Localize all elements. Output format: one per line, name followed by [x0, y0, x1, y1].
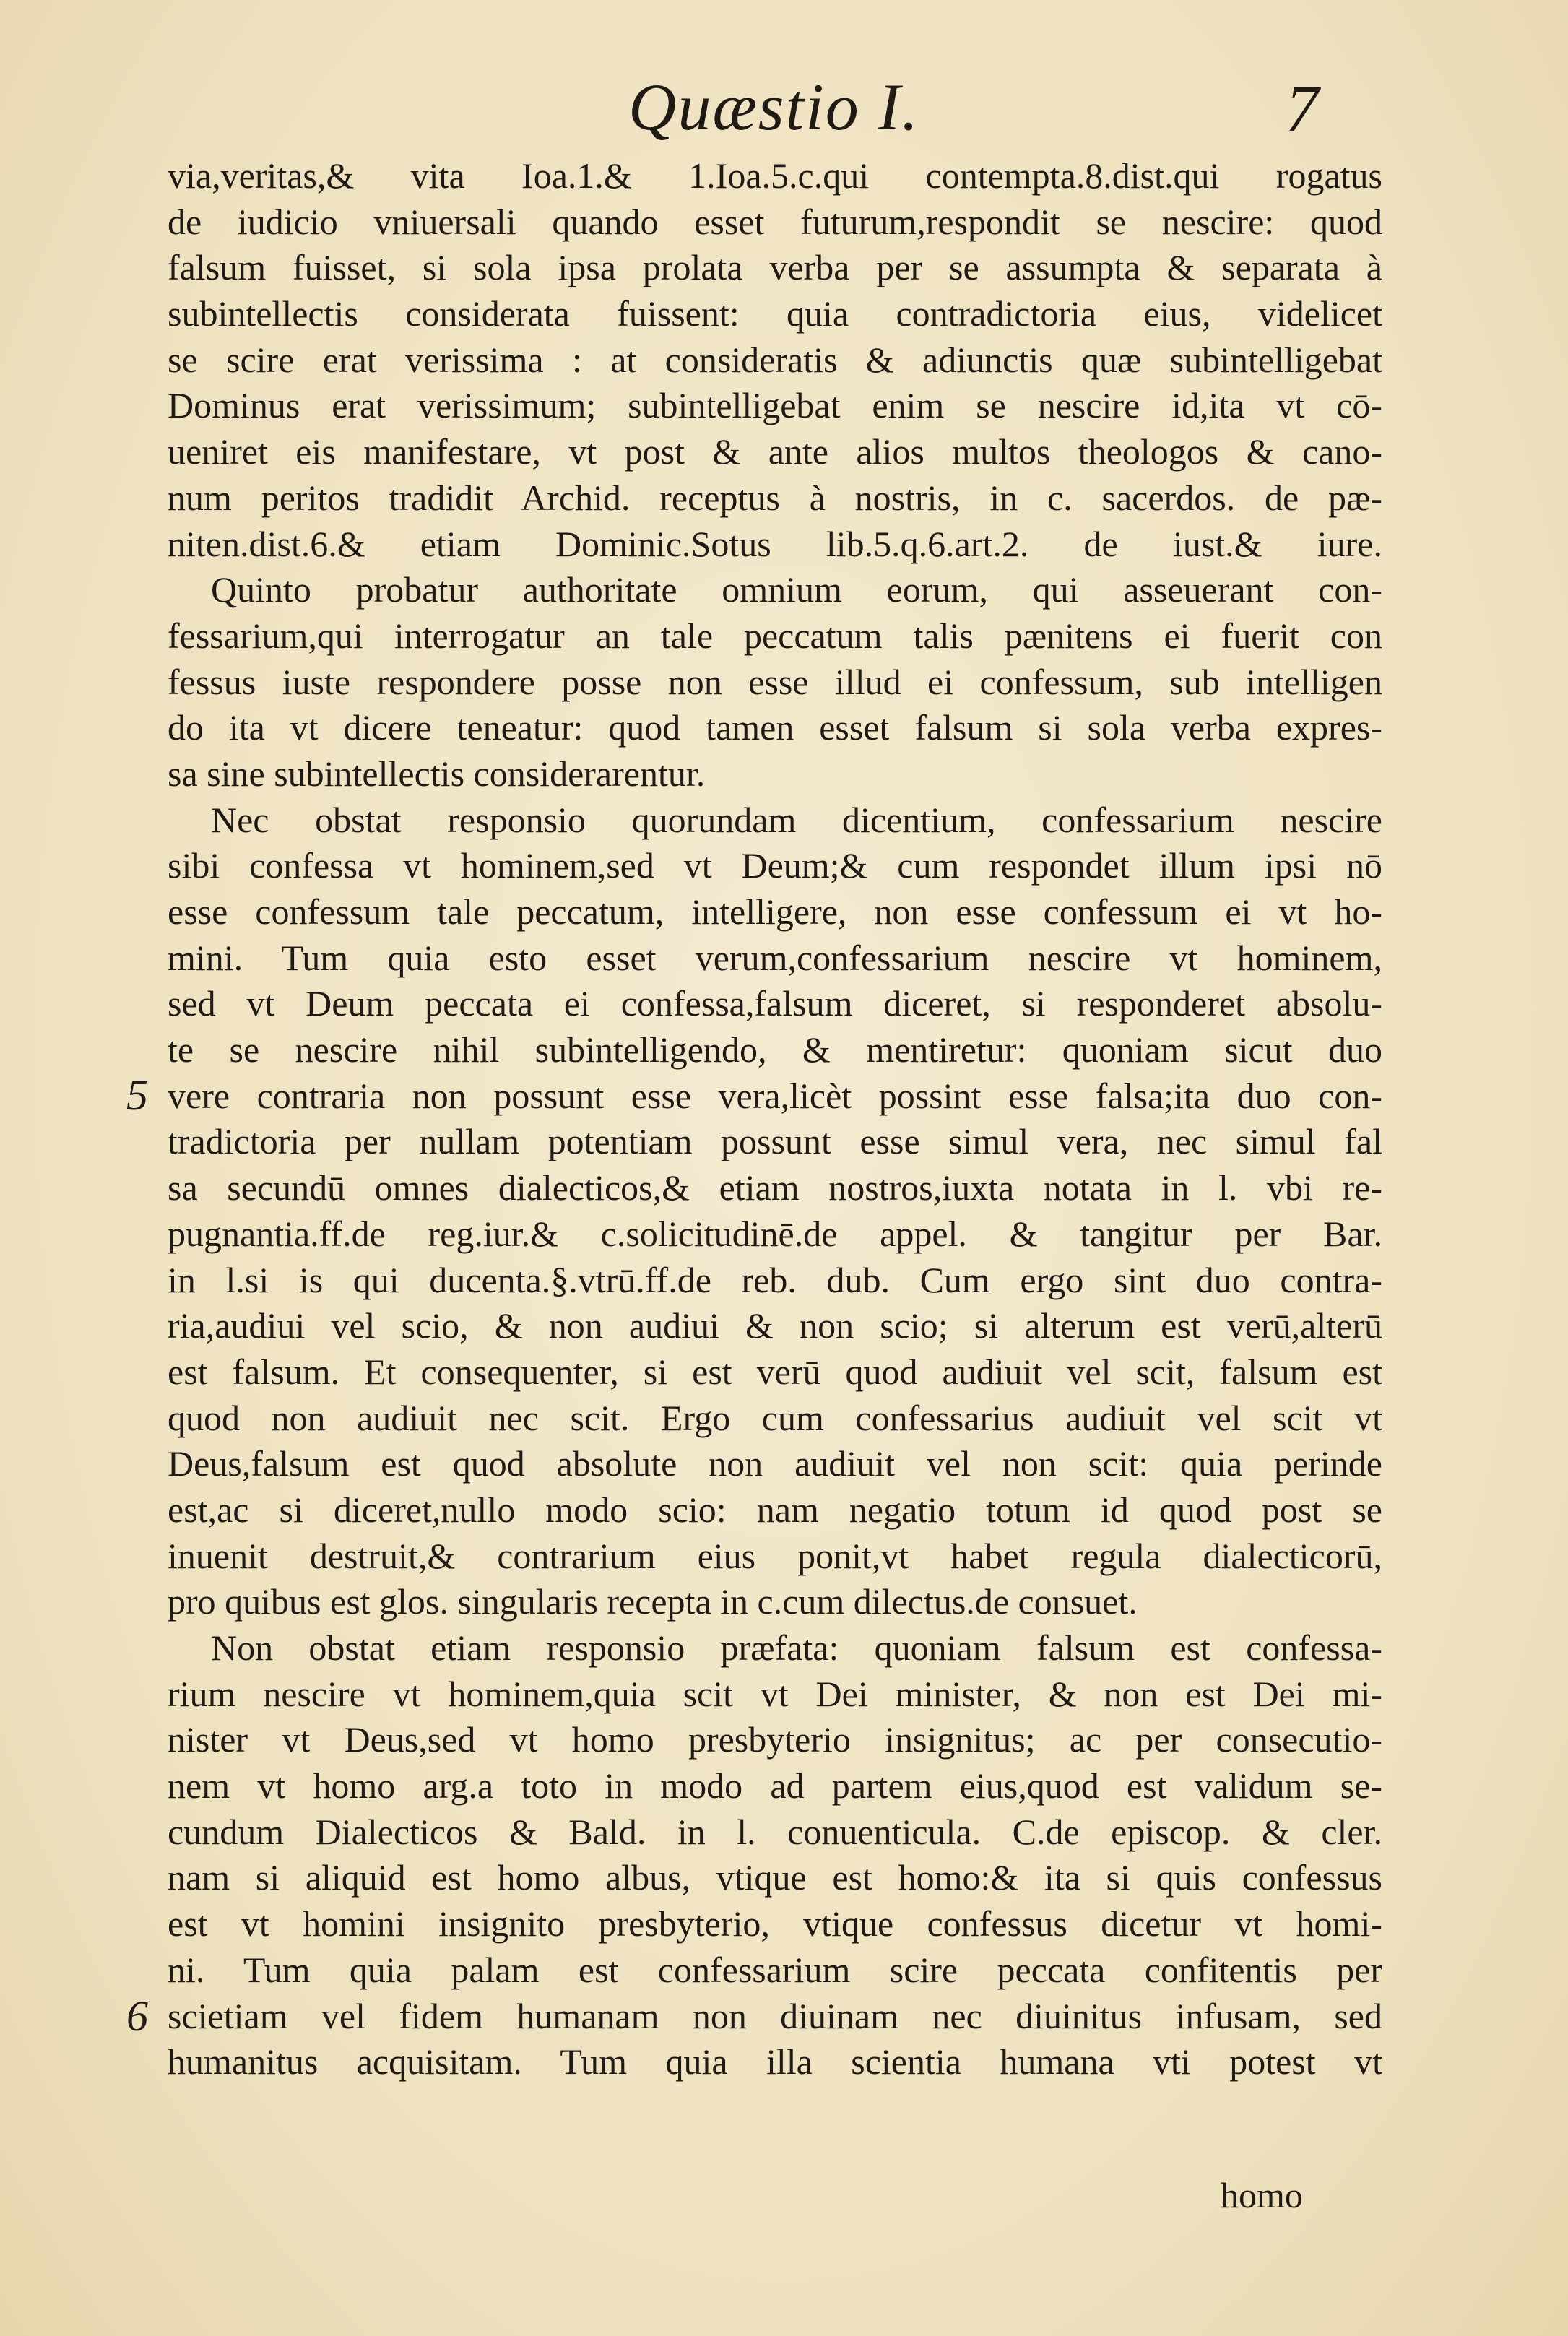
text-line: falsum fuisset, si sola ipsa prolata verba per se assumpta & separata à: [168, 247, 1382, 288]
text-line: est falsum. Et consequenter, si est verū quod audiuit vel scit, falsum est: [168, 1351, 1382, 1392]
text-line: fessarium,qui interrogatur an tale peccatum talis pænitens ei fuerit con: [168, 615, 1382, 656]
text-line: esse confessum tale peccatum, intelligere, non esse confessum ei vt ho-: [168, 891, 1382, 932]
text-line: Deus,falsum est quod absolute non audiuit vel non scit: quia perinde: [168, 1443, 1382, 1484]
text-line: nister vt Deus,sed vt homo presbyterio insignitus; ac per consecutio-: [168, 1719, 1382, 1760]
text-line: cundum Dialecticos & Bald. in l. conuenticula. C.de episcop. & cler.: [168, 1811, 1382, 1852]
text-line: est,ac si diceret,nullo modo scio: nam negatio totum id quod post se: [168, 1489, 1382, 1530]
text-line: niten.dist.6.& etiam Dominic.Sotus lib.5.q.6.art.2. de iust.& iure.: [168, 523, 1382, 564]
text-line: via,veritas,& vita Ioa.1.& 1.Ioa.5.c.qui contempta.8.dist.qui rogatus: [168, 155, 1382, 196]
text-line: pro quibus est glos. singularis recepta in c.cum dilectus.de consuet.: [168, 1581, 1138, 1622]
text-line: rium nescire vt hominem,quia scit vt Dei minister, & non est Dei mi-: [168, 1673, 1382, 1714]
text-line: nam si aliquid est homo albus, vtique est homo:& ita si quis confessus: [168, 1857, 1382, 1898]
text-line: num peritos tradidit Archid. receptus à nostris, in c. sacerdos. de pæ-: [168, 477, 1382, 518]
text-line: sed vt Deum peccata ei confessa,falsum diceret, si responderet absolu-: [168, 983, 1382, 1024]
text-line: quod non audiuit nec scit. Ergo cum confessarius audiuit vel scit vt: [168, 1397, 1382, 1438]
text-line: subintellectis considerata fuissent: quia contradictoria eius, videlicet: [168, 293, 1382, 334]
text-line: nem vt homo arg.a toto in modo ad partem eius,quod est validum se-: [168, 1765, 1382, 1807]
text-line: sa sine subintellectis considerarentur.: [168, 753, 706, 794]
text-line: ria,audiui vel scio, & non audiui & non scio; si alterum est verū,alterū: [168, 1305, 1382, 1346]
page-number: 7: [1286, 72, 1319, 145]
text-line: fessus iuste respondere posse non esse illud ei confessum, sub intelligen: [168, 661, 1382, 702]
text-line: Nec obstat responsio quorundam dicentium, confessarium nescire: [211, 799, 1382, 840]
text-line: Dominus erat verissimum; subintelligebat enim se nescire id,ita vt cō-: [168, 385, 1382, 426]
text-line: pugnantia.ff.de reg.iur.& c.solicitudinē.de appel. & tangitur per Bar.: [168, 1213, 1382, 1254]
margin-number: 6: [126, 1992, 148, 2040]
text-line: inuenit destruit,& contrarium eius ponit,vt habet regula dialecticorū,: [168, 1535, 1382, 1576]
text-line: ueniret eis manifestare, vt post & ante alios multos theologos & cano-: [168, 431, 1382, 472]
text-line: est vt homini insignito presbyterio, vtique confessus dicetur vt homi-: [168, 1903, 1382, 1944]
text-line: tradictoria per nullam potentiam possunt esse simul vera, nec simul fal: [168, 1121, 1382, 1162]
margin-number: 5: [126, 1071, 148, 1119]
text-line: scietiam vel fidem humanam non diuinam nec diuinitus infusam, sed: [168, 1995, 1382, 2036]
page-header: [0, 69, 1568, 148]
body-text: [168, 153, 1382, 2085]
text-line: in l.si is qui ducenta.§.vtrū.ff.de reb. dub. Cum ergo sint duo contra-: [168, 1259, 1382, 1300]
text-line: de iudicio vniuersali quando esset futurum,respondit se nescire: quod: [168, 201, 1382, 242]
text-line: do ita vt dicere teneatur: quod tamen esset falsum si sola verba expres-: [168, 707, 1382, 748]
running-title: Quæstio I.: [628, 70, 920, 144]
text-line: ni. Tum quia palam est confessarium scire peccata confitentis per: [168, 1949, 1382, 1990]
text-line: Non obstat etiam responsio præfata: quoniam falsum est confessa-: [211, 1627, 1382, 1668]
text-line: se scire erat verissima : at consideratis & adiunctis quæ subintelligebat: [168, 339, 1382, 380]
text-line: vere contraria non possunt esse vera,licèt possint esse falsa;ita duo con-: [168, 1075, 1382, 1116]
text-line: sa secundū omnes dialecticos,& etiam nostros,iuxta notata in l. vbi re-: [168, 1167, 1382, 1208]
text-line: humanitus acquisitam. Tum quia illa scientia humana vti potest vt: [168, 2041, 1382, 2082]
text-line: te se nescire nihil subintelligendo, & mentiretur: quoniam sicut duo: [168, 1029, 1382, 1070]
text-line: mini. Tum quia esto esset verum,confessarium nescire vt hominem,: [168, 937, 1382, 978]
text-line: sibi confessa vt hominem,sed vt Deum;& cum respondet illum ipsi nō: [168, 845, 1382, 886]
catchword: homo: [1221, 2175, 1303, 2215]
text-line: Quinto probatur authoritate omnium eorum, qui asseuerant con-: [211, 569, 1382, 610]
